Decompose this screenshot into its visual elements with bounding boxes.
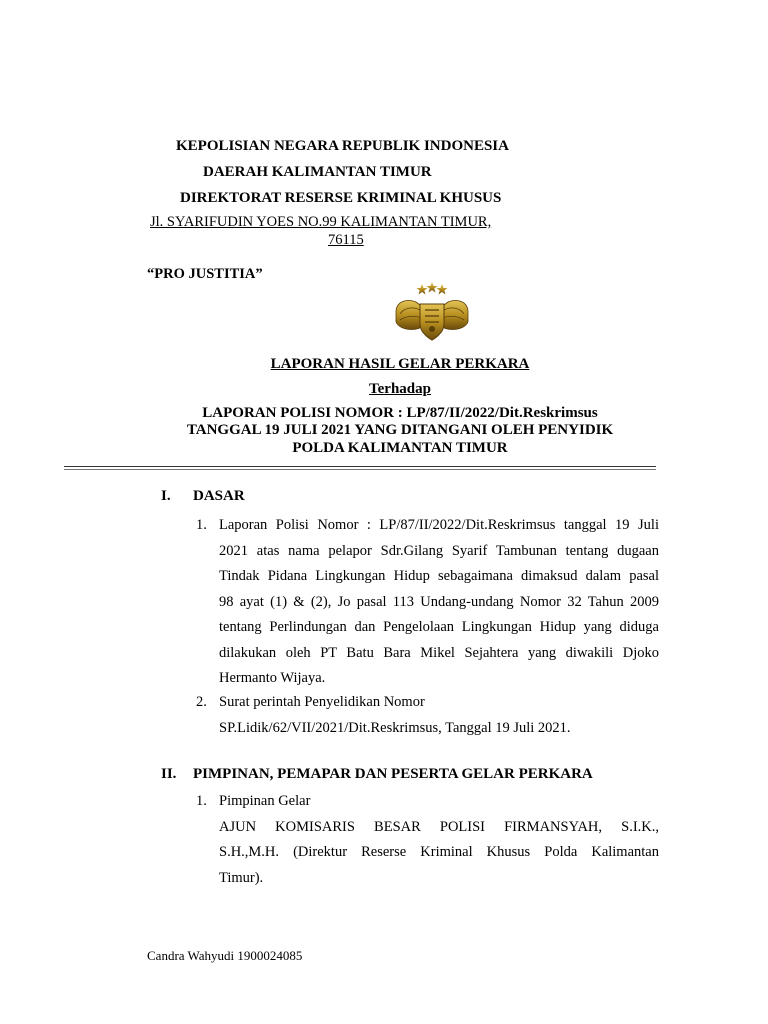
report-ref-line-2: TANGGAL 19 JULI 2021 YANG DITANGANI OLEH PENYIDIK [186, 422, 614, 438]
pro-justitia: “PRO JUSTITIA” [147, 266, 263, 282]
item-ii-1-line: S.H.,M.H. (Direktur Reserse Kriminal Khusus Polda Kalimantan [219, 844, 659, 860]
page-footer: Candra Wahyudi 1900024085 [147, 948, 303, 963]
report-subtitle: Terhadap [369, 381, 431, 397]
divider-line-thin [64, 469, 656, 470]
item-1-line: Hermanto Wijaya. [219, 670, 326, 686]
item-1-text [219, 513, 659, 692]
item-1-line: 98 ayat (1) & (2), Jo pasal 113 Undang-undang Nomor 32 Tahun 2009 [219, 593, 659, 610]
item-ii-1-text [219, 789, 659, 891]
section-2-numeral: II. [161, 766, 177, 782]
item-2-number: 2. [196, 694, 207, 710]
item-ii-1-line: Pimpinan Gelar [219, 793, 311, 809]
item-1-number: 1. [196, 517, 207, 533]
section-2-heading: PIMPINAN, PEMAPAR DAN PESERTA GELAR PERKARA [193, 766, 593, 782]
report-title: LAPORAN HASIL GELAR PERKARA [270, 356, 530, 372]
item-2-line: Surat perintah Penyelidikan Nomor [219, 694, 425, 710]
item-ii-1-line: Timur). [219, 869, 264, 886]
section-1-numeral: I. [161, 488, 171, 504]
address-line-2: 76115 [328, 232, 364, 248]
item-ii-1-line: AJUN KOMISARIS BESAR POLISI FIRMANSYAH, S.I.K., [219, 818, 659, 835]
item-1-line: Tindak Pidana Lingkungan Hidup sebagaimana dimaksud dalam pasal [219, 568, 659, 584]
police-emblem-icon [390, 282, 474, 342]
report-ref-line-3: POLDA KALIMANTAN TIMUR [292, 440, 508, 456]
report-ref-line-1: LAPORAN POLISI NOMOR : LP/87/II/2022/Dit.Reskrimsus [202, 405, 598, 421]
item-1-line: Laporan Polisi Nomor : LP/87/II/2022/Dit.Reskrimsus tanggal 19 Juli [219, 517, 659, 533]
section-1-heading: DASAR [193, 488, 245, 504]
header-line-2: DAERAH KALIMANTAN TIMUR [203, 164, 432, 180]
item-2-line: SP.Lidik/62/VII/2021/Dit.Reskrimsus, Tanggal 19 Juli 2021. [219, 719, 571, 736]
item-1-line: tentang Perlindungan dan Pengelolaan Lingkungan Hidup yang diduga [219, 619, 659, 635]
item-ii-1-number: 1. [196, 793, 207, 809]
header-line-1: KEPOLISIAN NEGARA REPUBLIK INDONESIA [176, 138, 509, 154]
divider-line [64, 466, 656, 467]
address-line-1: Jl. SYARIFUDIN YOES NO.99 KALIMANTAN TIMUR, [150, 214, 492, 230]
item-1-line: dilakukan oleh PT Batu Bara Mikel Sejahtera yang diwakili Djoko [219, 644, 659, 661]
item-2-text [219, 690, 659, 741]
header-line-3: DIREKTORAT RESERSE KRIMINAL KHUSUS [180, 190, 502, 206]
item-1-line: 2021 atas nama pelapor Sdr.Gilang Syarif Tambunan tentang dugaan [219, 542, 659, 559]
